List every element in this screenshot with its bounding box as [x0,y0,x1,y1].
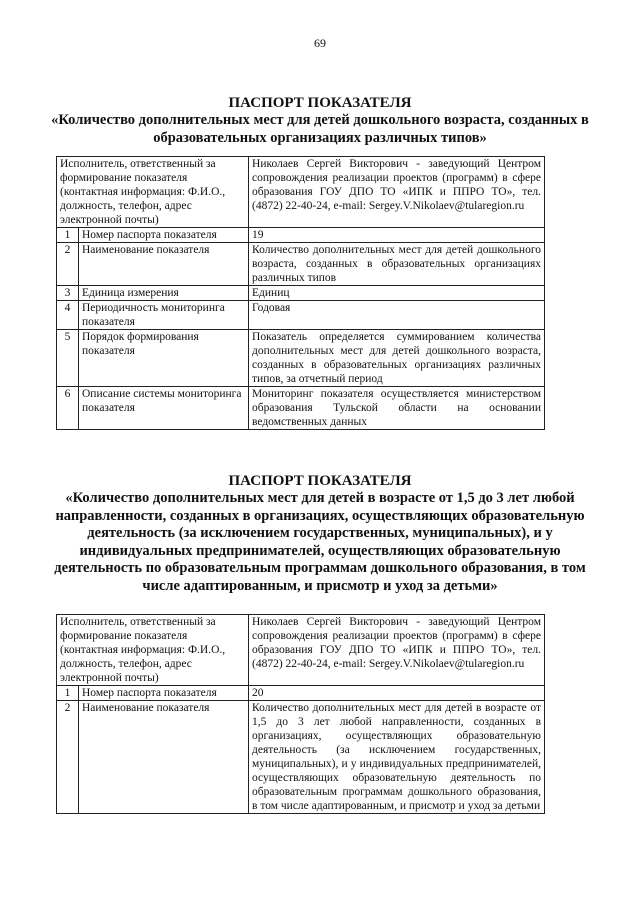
table-row [57,228,545,243]
row-label: Номер паспорта показателя [79,228,249,243]
row-value: Мониторинг показателя осуществляется министерством образования Тульской области на основании ведомственных данных [249,387,545,430]
row-label: Наименование показателя [79,243,249,286]
row-value: Количество дополнительных мест для детей дошкольного возраста, созданных в образовательных организациях различных типов [249,243,545,286]
section2-title: ПАСПОРТ ПОКАЗАТЕЛЯ [228,473,412,489]
row-number: 6 [57,387,79,430]
table-row [57,387,545,430]
table-row [57,686,545,701]
table-row [57,301,545,330]
row-label: Порядок формирования показателя [79,330,249,387]
page-number: 69 [314,36,326,50]
row-label: Описание системы мониторинга показателя [79,387,249,430]
section1-subtitle: «Количество дополнительных мест для детей дошкольного возраста, созданных в образовательных организациях различных типов» [51,112,589,146]
table-row [57,157,545,228]
table-row [57,330,545,387]
section2-table [56,614,545,814]
row-number: 2 [57,243,79,286]
row-value: Годовая [249,301,545,330]
row-number: 2 [57,701,79,814]
table-row [57,243,545,286]
row-value: 20 [249,686,545,701]
section1-heading [40,94,600,147]
row-number: 1 [57,686,79,701]
row-value: Количество дополнительных мест для детей в возрасте от 1,5 до 3 лет любой направленности, созданных в организациях, осуществляющих образовательную деятельность (за исключением государственных, муниципальных), и у индивидуальных предпринимателей, осуществляющих образовательную деятельность по образовательным программам дошкольного образования, в том числе адаптированным, и присмотр и уход за детьми [249,701,545,814]
row-number: 3 [57,286,79,301]
section1-title: ПАСПОРТ ПОКАЗАТЕЛЯ [228,95,412,111]
section2-heading [40,472,600,595]
row-value: Показатель определяется суммированием количества дополнительных мест для детей дошкольного возраста, созданных в образовательных организациях различных типов, за отчетный период [249,330,545,387]
row-value: 19 [249,228,545,243]
executor-value: Николаев Сергей Викторович - заведующий Центром сопровождения реализации проектов (программ) в сфере образования ГОУ ДПО ТО «ИПК и ППРО ТО», тел. (4872) 22-40-24, e-mail: Sergey.V.Nikolaev@tularegion.ru [249,157,545,228]
executor-label: Исполнитель, ответственный за формирование показателя (контактная информация: Ф.И.О., должность, телефон, адрес электронной почты) [57,157,249,228]
table-row [57,701,545,814]
row-label: Наименование показателя [79,701,249,814]
row-label: Периодичность мониторинга показателя [79,301,249,330]
executor-label: Исполнитель, ответственный за формирование показателя (контактная информация: Ф.И.О., должность, телефон, адрес электронной почты) [57,615,249,686]
section2-subtitle: «Количество дополнительных мест для детей в возрасте от 1,5 до 3 лет любой направленности, созданных в организациях, осуществляющих образовательную деятельность (за исключением государственных, муниципальных), и у индивидуальных предпринимателей, осуществляющих образовательную деятельность по образовательным программам дошкольного образования, в том числе адаптированным, и присмотр и уход за детьми» [54,490,586,594]
row-label: Номер паспорта показателя [79,686,249,701]
row-value: Единиц [249,286,545,301]
row-label: Единица измерения [79,286,249,301]
table-row [57,286,545,301]
row-number: 4 [57,301,79,330]
row-number: 5 [57,330,79,387]
table-row [57,615,545,686]
section1-table [56,156,545,430]
row-number: 1 [57,228,79,243]
executor-value: Николаев Сергей Викторович - заведующий Центром сопровождения реализации проектов (программ) в сфере образования ГОУ ДПО ТО «ИПК и ППРО ТО», тел. (4872) 22-40-24, e-mail: Sergey.V.Nikolaev@tularegion.ru [249,615,545,686]
